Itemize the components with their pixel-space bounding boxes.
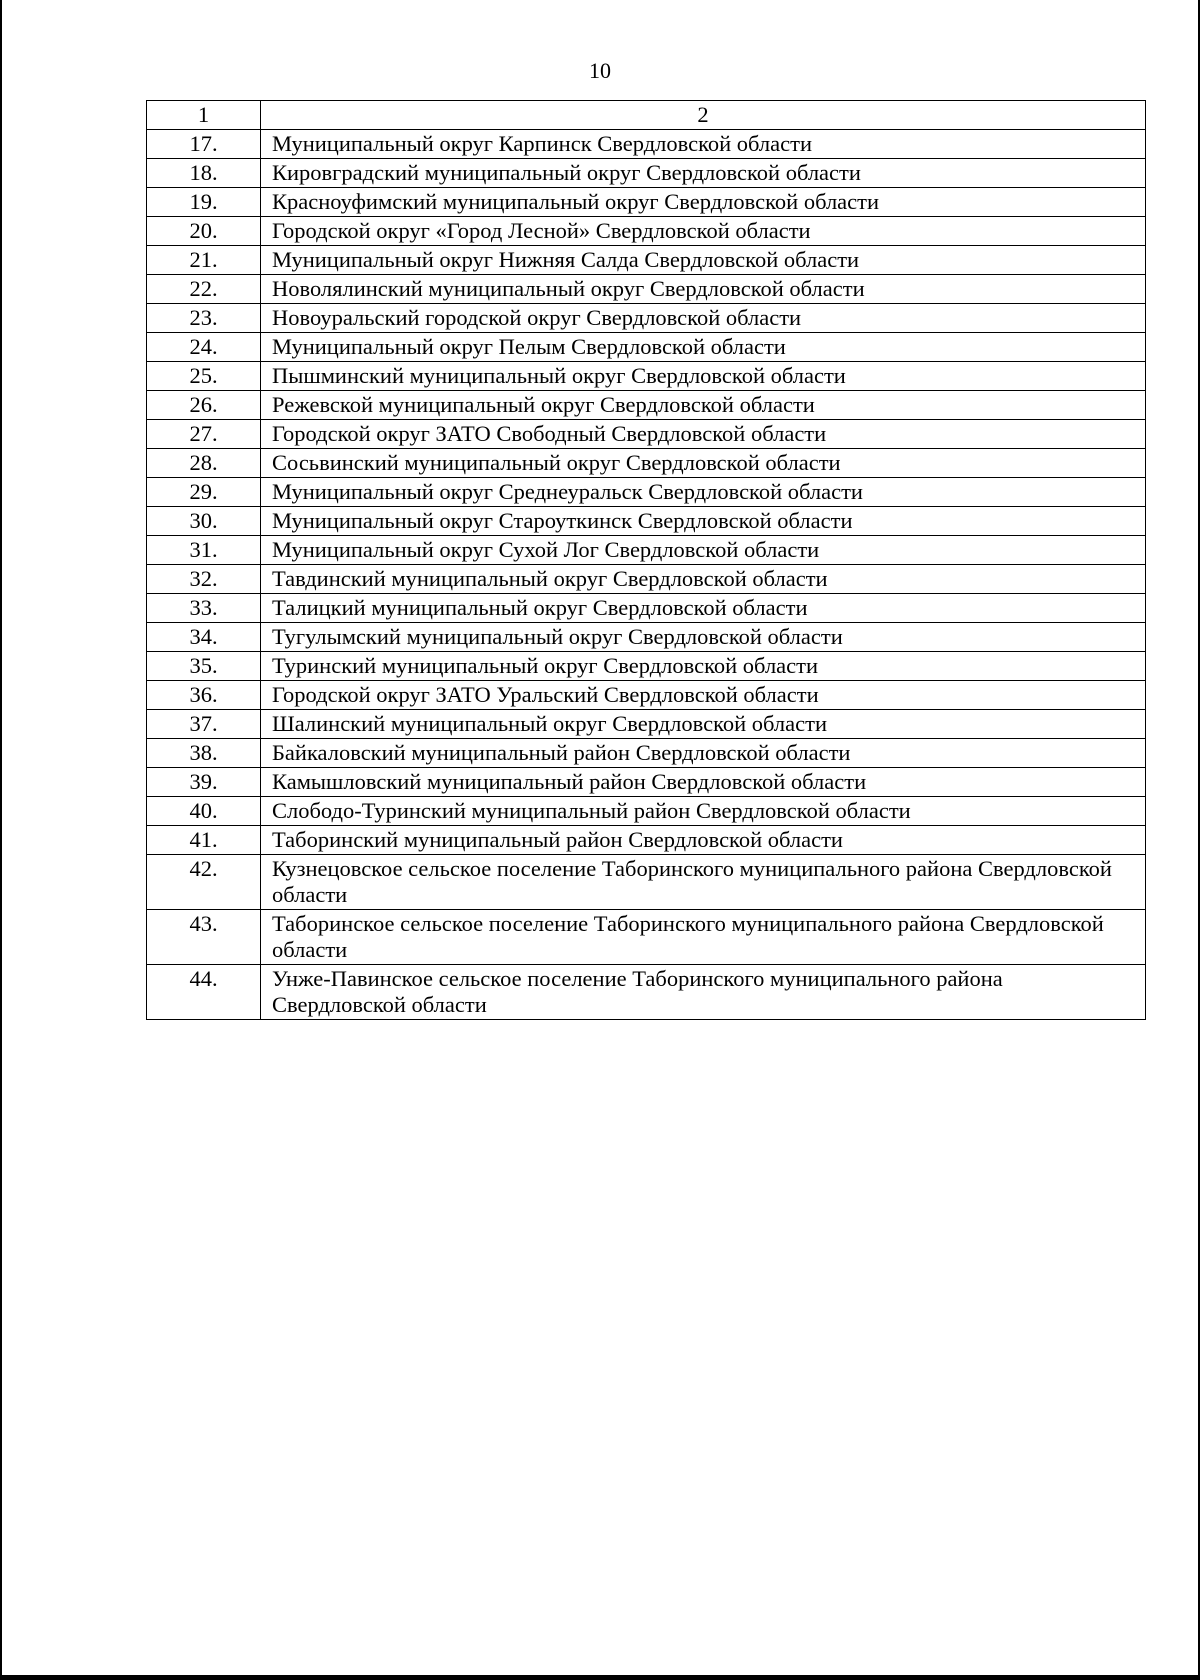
table-header-row — [147, 101, 1146, 130]
municipality-name: Красноуфимский муниципальный округ Свердловской области — [261, 188, 1146, 217]
row-number: 38. — [147, 739, 261, 768]
municipality-name: Новоуральский городской округ Свердловской области — [261, 304, 1146, 333]
municipality-name: Кузнецовское сельское поселение Таборинского муниципального района Свердловской области — [261, 855, 1146, 910]
row-number: 28. — [147, 449, 261, 478]
municipality-name: Камышловский муниципальный район Свердловской области — [261, 768, 1146, 797]
table-row — [147, 362, 1146, 391]
scan-border-left — [0, 0, 2, 1680]
municipality-name: Муниципальный округ Староуткинск Свердловской области — [261, 507, 1146, 536]
table-row — [147, 333, 1146, 362]
table-row — [147, 910, 1146, 965]
row-number: 20. — [147, 217, 261, 246]
municipality-name: Режевской муниципальный округ Свердловской области — [261, 391, 1146, 420]
municipality-name: Унже-Павинское сельское поселение Таборинского муниципального района Свердловской области — [261, 965, 1146, 1020]
row-number: 32. — [147, 565, 261, 594]
table-row — [147, 130, 1146, 159]
row-number: 42. — [147, 855, 261, 910]
table-row — [147, 391, 1146, 420]
row-number: 33. — [147, 594, 261, 623]
row-number: 27. — [147, 420, 261, 449]
municipality-name: Тавдинский муниципальный округ Свердловской области — [261, 565, 1146, 594]
row-number: 29. — [147, 478, 261, 507]
row-number: 36. — [147, 681, 261, 710]
row-number: 44. — [147, 965, 261, 1020]
column-header-name: 2 — [261, 101, 1146, 130]
row-number: 40. — [147, 797, 261, 826]
scan-border-bottom — [0, 1675, 1200, 1680]
table-body — [147, 101, 1146, 1020]
municipality-name: Муниципальный округ Среднеуральск Свердловской области — [261, 478, 1146, 507]
table-row — [147, 246, 1146, 275]
table-row — [147, 623, 1146, 652]
municipality-name: Таборинский муниципальный район Свердловской области — [261, 826, 1146, 855]
municipality-name: Муниципальный округ Сухой Лог Свердловской области — [261, 536, 1146, 565]
municipality-name: Сосьвинский муниципальный округ Свердловской области — [261, 449, 1146, 478]
column-header-number: 1 — [147, 101, 261, 130]
row-number: 19. — [147, 188, 261, 217]
row-number: 21. — [147, 246, 261, 275]
row-number: 37. — [147, 710, 261, 739]
row-number: 23. — [147, 304, 261, 333]
table-row — [147, 159, 1146, 188]
municipality-name: Муниципальный округ Карпинск Свердловской области — [261, 130, 1146, 159]
table-row — [147, 855, 1146, 910]
municipality-name: Городской округ «Город Лесной» Свердловской области — [261, 217, 1146, 246]
table-row — [147, 275, 1146, 304]
table-row — [147, 536, 1146, 565]
row-number: 39. — [147, 768, 261, 797]
row-number: 31. — [147, 536, 261, 565]
municipality-name: Туринский муниципальный округ Свердловской области — [261, 652, 1146, 681]
municipality-name: Кировградский муниципальный округ Свердловской области — [261, 159, 1146, 188]
row-number: 35. — [147, 652, 261, 681]
table-row — [147, 710, 1146, 739]
row-number: 41. — [147, 826, 261, 855]
row-number: 25. — [147, 362, 261, 391]
municipality-name: Байкаловский муниципальный район Свердловской области — [261, 739, 1146, 768]
table-row — [147, 304, 1146, 333]
table-row — [147, 739, 1146, 768]
table-row — [147, 652, 1146, 681]
municipality-name: Тугулымский муниципальный округ Свердловской области — [261, 623, 1146, 652]
municipality-name: Слободо-Туринский муниципальный район Свердловской области — [261, 797, 1146, 826]
row-number: 24. — [147, 333, 261, 362]
table-row — [147, 768, 1146, 797]
municipality-name: Шалинский муниципальный округ Свердловской области — [261, 710, 1146, 739]
table-row — [147, 478, 1146, 507]
row-number: 34. — [147, 623, 261, 652]
municipality-name: Таборинское сельское поселение Таборинского муниципального района Свердловской области — [261, 910, 1146, 965]
municipality-name: Городской округ ЗАТО Свободный Свердловской области — [261, 420, 1146, 449]
table-row — [147, 797, 1146, 826]
table-row — [147, 188, 1146, 217]
municipalities-table — [146, 100, 1146, 1020]
row-number: 43. — [147, 910, 261, 965]
row-number: 22. — [147, 275, 261, 304]
row-number: 17. — [147, 130, 261, 159]
table-row — [147, 420, 1146, 449]
municipality-name: Муниципальный округ Нижняя Салда Свердловской области — [261, 246, 1146, 275]
table-row — [147, 681, 1146, 710]
table-row — [147, 826, 1146, 855]
table-row — [147, 507, 1146, 536]
table-row — [147, 217, 1146, 246]
table-row — [147, 965, 1146, 1020]
municipality-name: Городской округ ЗАТО Уральский Свердловской области — [261, 681, 1146, 710]
table-row — [147, 565, 1146, 594]
table-row — [147, 449, 1146, 478]
municipality-name: Пышминский муниципальный округ Свердловской области — [261, 362, 1146, 391]
municipality-name: Муниципальный округ Пелым Свердловской области — [261, 333, 1146, 362]
municipality-name: Новолялинский муниципальный округ Свердловской области — [261, 275, 1146, 304]
row-number: 18. — [147, 159, 261, 188]
page-number: 10 — [589, 58, 611, 83]
row-number: 30. — [147, 507, 261, 536]
municipality-name: Талицкий муниципальный округ Свердловской области — [261, 594, 1146, 623]
table-row — [147, 594, 1146, 623]
row-number: 26. — [147, 391, 261, 420]
